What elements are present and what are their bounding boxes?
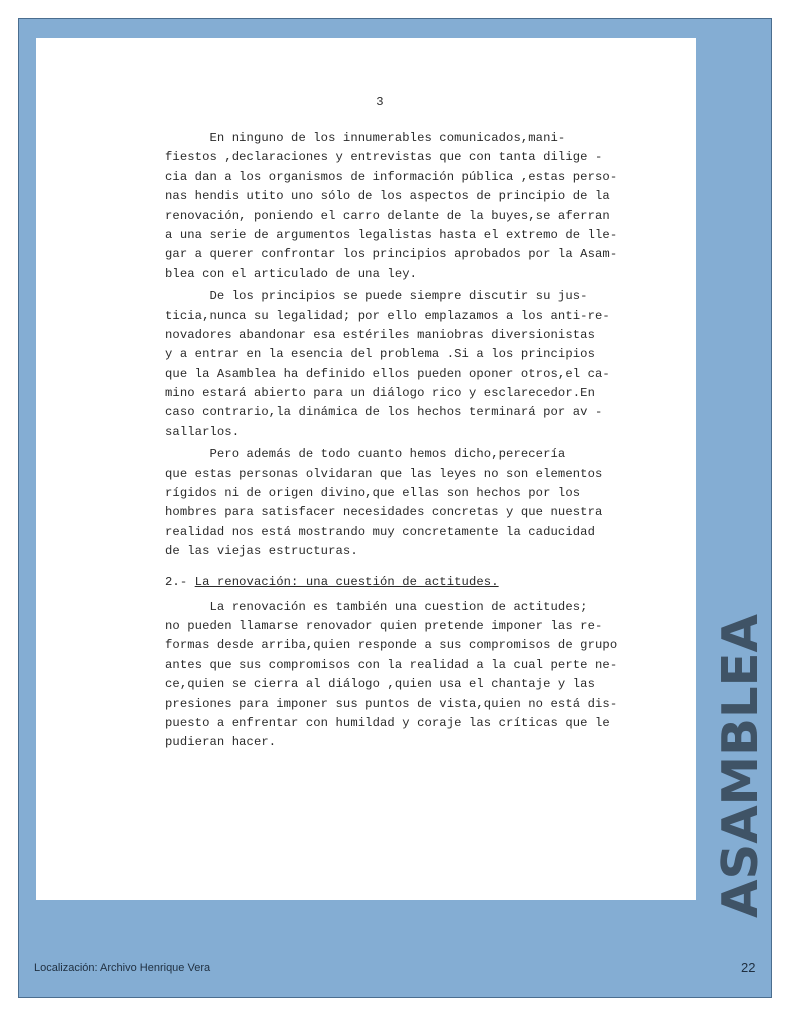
document-page-number: 3 bbox=[376, 95, 384, 109]
text-line: hombres para satisfacer necesidades concretas y que nuestra bbox=[165, 505, 603, 520]
text-line: de las viejas estructuras. bbox=[165, 544, 358, 559]
text-line: ce,quien se cierra al diálogo ,quien usa el chantaje y las bbox=[165, 677, 595, 692]
paragraph-3 bbox=[165, 445, 665, 561]
footer-location: Localización: Archivo Henrique Vera bbox=[34, 962, 211, 974]
text-line: ticia,nunca su legalidad; por ello emplazamos a los anti-re- bbox=[165, 308, 610, 323]
text-line: La renovación es también una cuestion de actitudes; bbox=[165, 599, 588, 614]
text-line: gar a querer confrontar los principios aprobados por la Asam- bbox=[165, 247, 618, 262]
section-heading-text: La renovación: una cuestión de actitudes. bbox=[194, 574, 499, 589]
text-line: renovación, poniendo el carro delante de la buyes,se aferran bbox=[165, 208, 610, 223]
paragraph-1 bbox=[165, 129, 665, 284]
text-line: En ninguno de los innumerables comunicados,mani- bbox=[165, 131, 566, 145]
footer-page-number: 22 bbox=[741, 960, 756, 975]
text-line: caso contrario,la dinámica de los hechos terminará por av - bbox=[165, 405, 603, 420]
text-line: novadores abandonar esa estériles maniobras diversionistas bbox=[165, 327, 595, 342]
text-line: Pero además de todo cuanto hemos dicho,perecería bbox=[165, 447, 566, 462]
section-heading bbox=[165, 572, 665, 592]
sidebar-title bbox=[697, 610, 775, 922]
text-line: sallarlos. bbox=[165, 424, 240, 439]
text-line: que la Asamblea ha definido ellos pueden oponer otros,el ca- bbox=[165, 366, 610, 381]
text-line: pudieran hacer. bbox=[165, 735, 277, 750]
text-line: presiones para imponer sus puntos de vista,quien no está dis- bbox=[165, 696, 618, 711]
text-line: De los principios se puede siempre discutir su jus- bbox=[165, 289, 588, 304]
text-line: mino estará abierto para un diálogo rico y esclarecedor.En bbox=[165, 386, 595, 401]
text-line: antes que sus compromisos con la realidad a la cual perte ne- bbox=[165, 657, 618, 672]
text-line: y a entrar en la esencia del problema .Si a los principios bbox=[165, 347, 595, 362]
text-line: que estas personas olvidaran que las leyes no son elementos bbox=[165, 466, 603, 481]
text-line: fiestos ,declaraciones y entrevistas que con tanta dilige - bbox=[165, 150, 603, 165]
section-number: 2.- bbox=[165, 574, 195, 589]
text-line: blea con el articulado de una ley. bbox=[165, 266, 418, 281]
text-line: realidad nos está mostrando muy concretamente la caducidad bbox=[165, 524, 595, 539]
paragraph-2 bbox=[165, 287, 665, 442]
text-line: cia dan a los organismos de información pública ,estas perso- bbox=[165, 169, 618, 184]
text-line: formas desde arriba,quien responde a sus compromisos de grupo bbox=[165, 638, 618, 653]
text-line: nas hendis utito uno sólo de los aspectos de principio de la bbox=[165, 189, 610, 204]
text-line: a una serie de argumentos legalistas hasta el extremo de lle- bbox=[165, 227, 618, 242]
text-line: rígidos ni de origen divino,que ellas son hechos por los bbox=[165, 486, 581, 501]
text-line: puesto a enfrentar con humildad y coraje las críticas que le bbox=[165, 715, 610, 730]
text-line: no pueden llamarse renovador quien pretende imponer las re- bbox=[165, 618, 603, 633]
typewritten-text bbox=[165, 95, 665, 756]
sidebar-title-text: ASAMBLEA bbox=[712, 618, 769, 918]
paragraph-4 bbox=[165, 598, 665, 753]
